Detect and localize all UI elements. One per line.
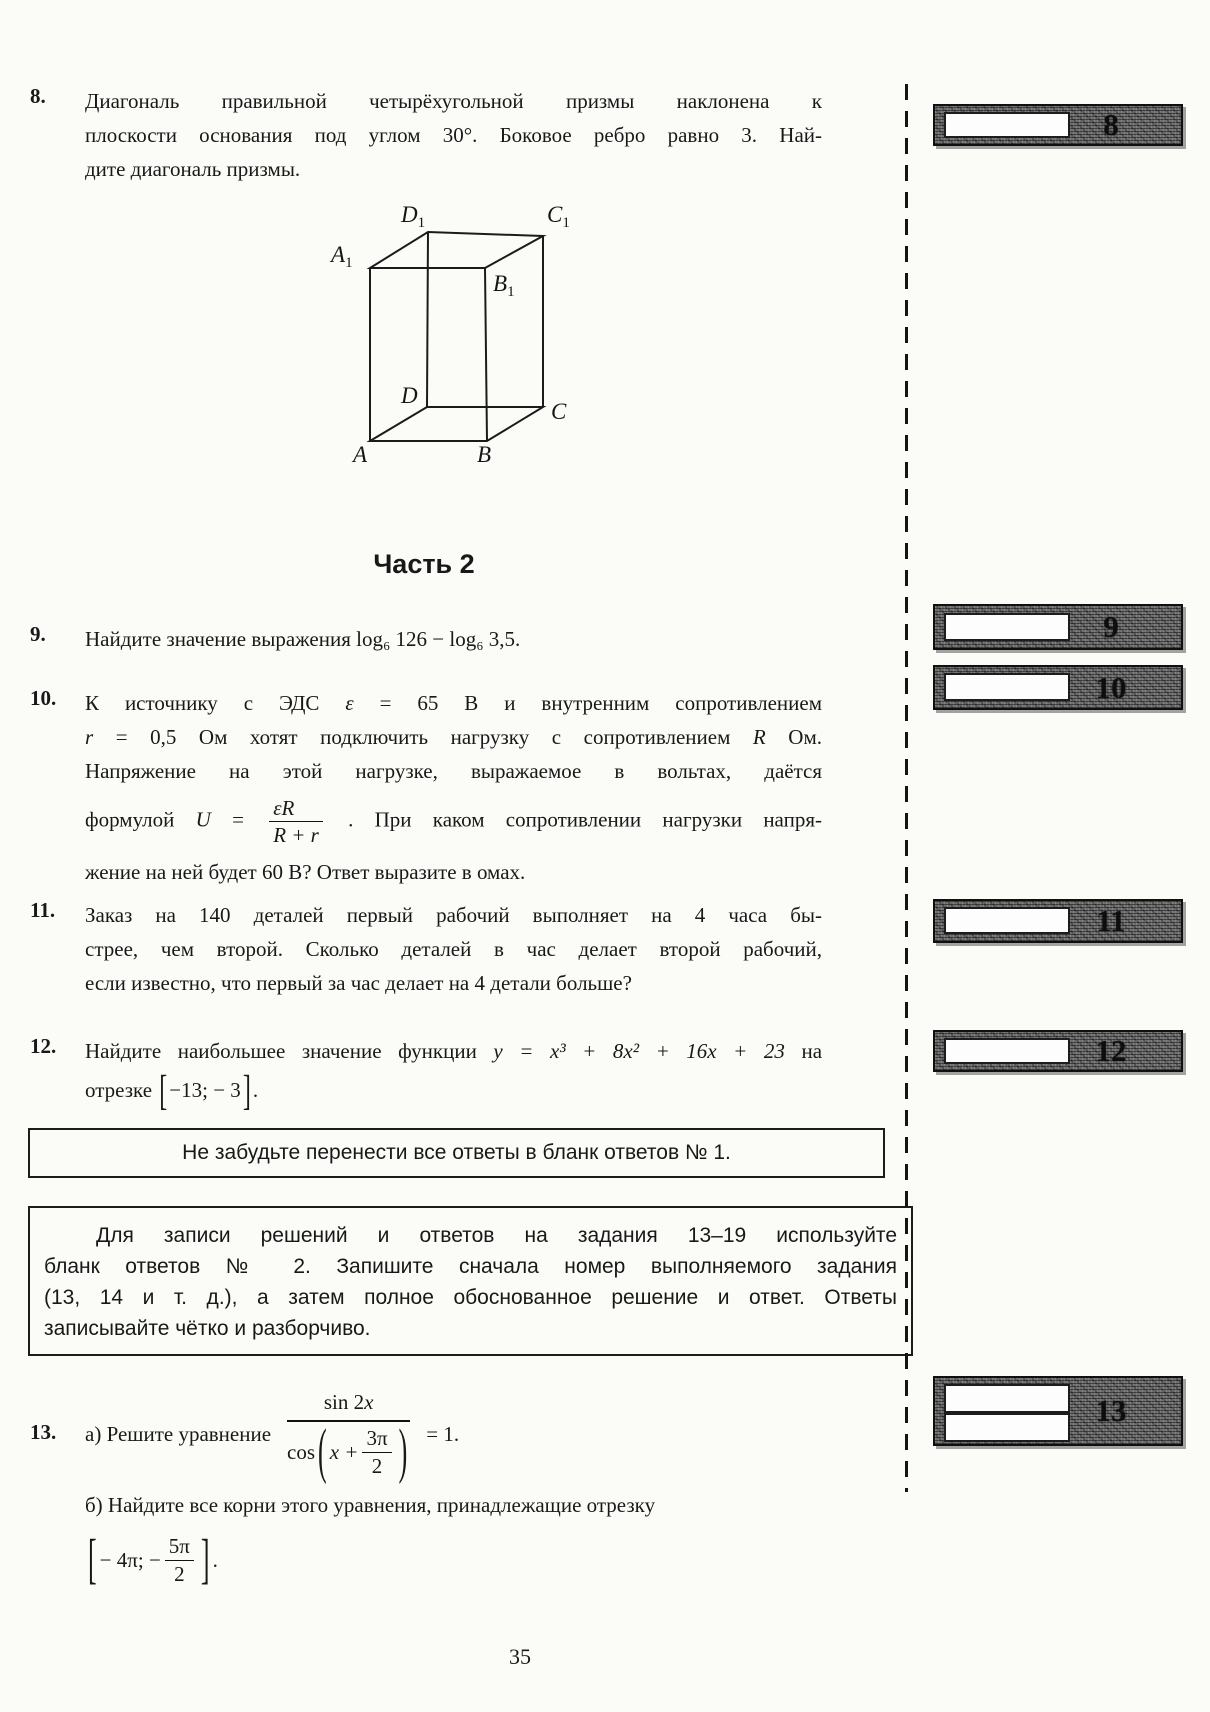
problem-11 [30,898,822,1000]
problem-10-line: r = 0,5 Ом хотят подключить нагрузку с сопротивлением R Ом. [85,725,822,749]
right-bracket: ] [200,1528,210,1590]
answer-field-12[interactable] [944,1038,1070,1064]
answer-box-10-label: 10 [1095,669,1127,705]
problem-13b: б) Найдите все корни этого уравнения, принадлежащие отрезку [85,1493,656,1517]
problem-12 [30,1034,822,1114]
problem-13 [30,1386,822,1596]
prism-drawing [295,194,605,470]
problem-13b-interval: [ − 4π; − $\frac{5\pi}{2}$ ] . [85,1524,822,1596]
problem-11-line: Заказ на 140 деталей первый рабочий выполняет на 4 часа бы- [85,903,822,927]
vertex-label-d: D [401,383,418,408]
answer-field-13-row2[interactable] [944,1413,1070,1442]
problem-9 [30,622,822,656]
page-number: 35 [509,1644,531,1669]
problem-8-number: 8. [30,84,46,108]
vertex-label-a1: $A_1$ [331,242,353,271]
answer-box-13 [933,1376,1183,1446]
problem-8-line: дите диагональ призмы. [85,157,301,181]
answer-box-8 [933,104,1183,146]
answer-field-9[interactable] [944,613,1070,641]
answer-box-13-label: 13 [1095,1393,1127,1428]
right-paren: ) [398,1416,408,1485]
problem-10 [30,686,822,889]
problem-9-text: Найдите значение выражения log₆ 126 − log₆ 3,5. [85,627,521,651]
problem-12-number: 12. [30,1034,57,1058]
prism-bottom-face [370,407,543,441]
voltage-fraction: $\frac{\varepsilon R}{R + r}$ [269,796,323,847]
vertex-label-c: C [551,399,567,424]
answer-field-8[interactable] [944,112,1070,138]
answer-box-8-label: 8 [1103,107,1119,142]
problem-11-number: 11. [30,898,56,922]
left-bracket: [ [159,1069,168,1115]
part2-instructions-box [28,1206,913,1356]
problem-9-number: 9. [30,622,46,646]
instructions-line: Для записи решений и ответов на задания 13–19 используйте [96,1224,897,1247]
problem-8-line: плоскости основания под углом 30°. Боковое ребро равно 3. Най- [85,123,822,147]
problem-11-line: если известно, что первый за час делает на 4 детали больше? [85,971,632,995]
problem-11-line: стрее, чем второй. Сколько деталей в час делает второй рабочий, [85,937,822,961]
answer-box-12-label: 12 [1095,1033,1127,1068]
left-paren: ( [318,1416,327,1485]
answer-box-12 [933,1030,1183,1072]
problem-13-number: 13. [30,1420,57,1444]
instructions-line: бланк ответов № 2. Запишите сначала номер выполняемого задания [44,1255,897,1278]
cut-dashed-line [905,84,908,1492]
problem-10-number: 10. [30,686,57,710]
problem-10-line: Напряжение на этой нагрузке, выражаемое в вольтах, даётся [85,759,822,783]
prism-vertical-edges [370,232,543,441]
answer-box-11-label: 11 [1096,903,1126,938]
vertex-label-c1: $C_1$ [547,202,570,231]
answer-box-9-label: 9 [1103,609,1119,644]
answer-field-13-row1[interactable] [944,1384,1070,1413]
problem-13a: а) Решите уравнение sin 2x cos ( x + $\frac{3\pi}{2}$ ) = 1. [85,1386,822,1482]
problem-8 [30,84,822,186]
answers-reminder-box [28,1128,885,1178]
problem-10-formula-line: формулой U = $\frac{\varepsilon R}{R + r}$ . При каком сопротивлении нагрузки напря- [85,796,822,848]
vertex-label-a: A [353,442,368,467]
answer-box-9 [933,604,1183,650]
right-bracket: ] [242,1069,251,1115]
answers-reminder-text: Не забудьте перенести все ответы в бланк ответов № 1. [182,1141,731,1164]
vertex-label-b1: $B_1$ [493,271,515,300]
vertex-label-d1: $D_1$ [401,202,426,231]
equation-fraction: sin 2x cos ( x + $\frac{3\pi}{2}$ ) [287,1390,410,1477]
problem-12-line: отрезке [−13; − 3]. [85,1068,822,1114]
answer-box-10 [933,665,1183,710]
answer-field-11[interactable] [944,907,1070,934]
prism-top-face [370,232,543,268]
vertex-label-b: B [477,442,492,467]
problem-10-line: К источнику с ЭДС ε = 65 В и внутренним сопротивлением [85,691,822,715]
problem-8-line: Диагональ правильной четырёхугольной призмы наклонена к [85,89,822,113]
part-2-header: Часть 2 [373,549,475,579]
answer-box-11 [933,899,1183,943]
problem-10-line: жение на ней будет 60 В? Ответ выразите в омах. [85,860,526,885]
prism-figure [295,194,605,470]
answer-field-10[interactable] [944,673,1070,701]
instructions-line: записывайте чётко и разборчиво. [44,1317,371,1340]
instructions-line: (13, 14 и т. д.), а затем полное обоснованное решение и ответ. Ответы [44,1286,897,1309]
left-bracket: [ [88,1528,97,1590]
problem-12-line: Найдите наибольшее значение функции y = x³ + 8x² + 16x + 23 на [85,1039,823,1063]
